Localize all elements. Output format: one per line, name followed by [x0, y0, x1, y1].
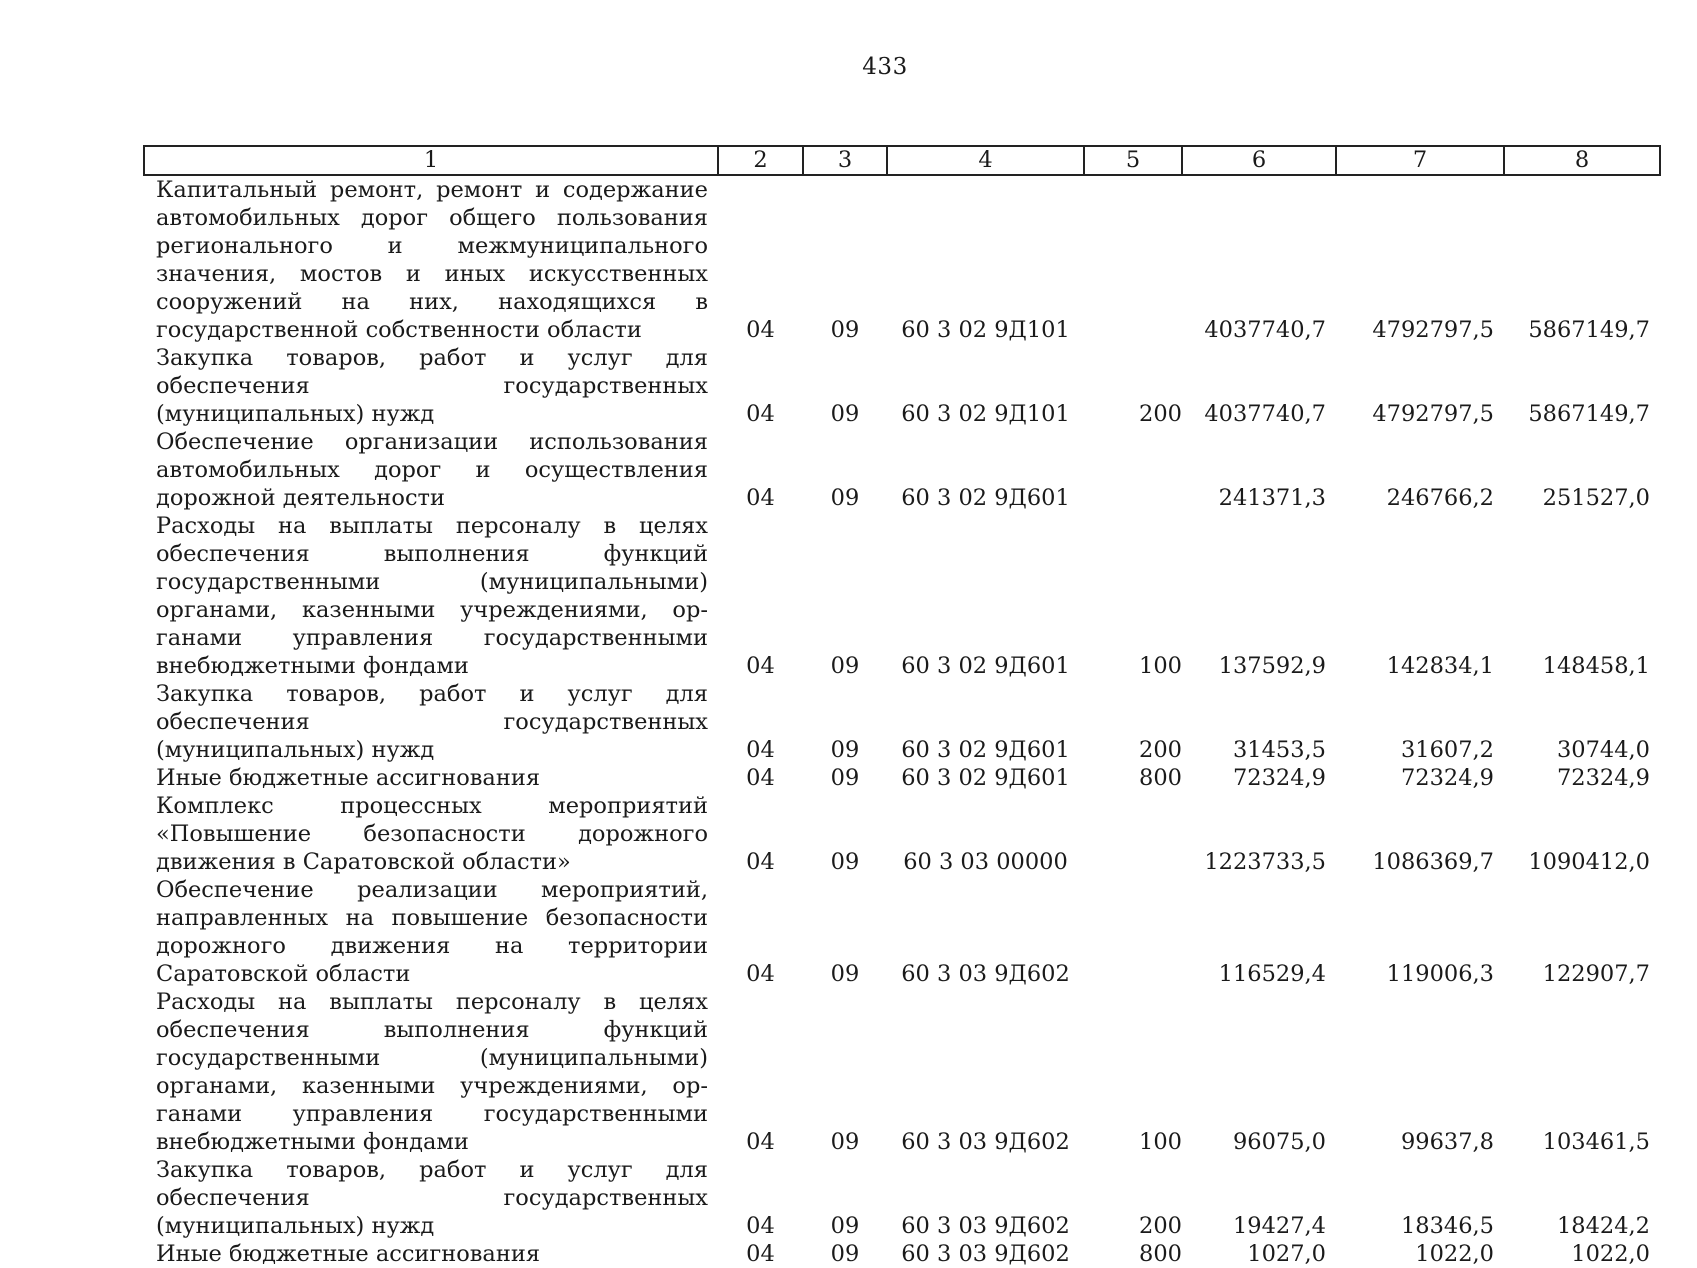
header-col-1: 1	[144, 146, 718, 175]
header-col-2: 2	[718, 146, 803, 175]
row-section: 04	[746, 961, 775, 987]
row-expense-type	[1084, 876, 1182, 988]
row-expense-type	[1084, 428, 1182, 512]
row-amount-col-6: 72324,9	[1232, 765, 1326, 791]
row-description: Капитальный ремонт, ремонт и содержание автомобильных дорог общего пользования регионального и межмуниципального значения, мостов и иных искусственных сооружений на них, находящихся в государственной собственности области	[156, 177, 708, 343]
row-section: 04	[746, 849, 775, 875]
row-amount-col-7: 142834,1	[1386, 653, 1494, 679]
row-amount-col-7: 72324,9	[1400, 765, 1494, 791]
table-row	[144, 175, 1660, 344]
row-section: 04	[746, 1213, 775, 1239]
row-subsection: 09	[830, 765, 860, 791]
row-expense-type: 200	[1139, 737, 1182, 763]
row-section: 04	[746, 401, 775, 427]
row-amount-col-8: 18424,2	[1556, 1213, 1650, 1239]
row-amount-col-8: 251527,0	[1542, 485, 1650, 511]
row-description: Обеспечение реализации мероприятий, направленных на повышение безопасности дорожного движения на территории Саратовской области	[156, 877, 708, 987]
table-row	[144, 764, 1660, 792]
row-amount-col-7: 1086369,7	[1372, 849, 1494, 875]
row-amount-col-8: 1022,0	[1571, 1241, 1650, 1267]
table-row	[144, 1240, 1660, 1268]
table-row	[144, 428, 1660, 512]
row-description: Иные бюджетные ассигнования	[156, 765, 541, 791]
row-amount-col-8: 1090412,0	[1528, 849, 1650, 875]
row-target-article: 60 3 02 9Д601	[901, 737, 1070, 763]
row-amount-col-7: 119006,3	[1386, 961, 1494, 987]
table-row	[144, 512, 1660, 680]
row-amount-col-6: 19427,4	[1232, 1213, 1326, 1239]
row-expense-type: 800	[1139, 1241, 1182, 1267]
row-description: Расходы на выплаты персоналу в целях обеспечения выполнения функций государственными (муниципальными) органами, казенными учреждениями, органами управления государственными внебюджетными фондами	[156, 989, 708, 1155]
row-expense-type: 200	[1139, 1213, 1182, 1239]
row-target-article: 60 3 03 00000	[903, 849, 1068, 875]
row-amount-col-6: 116529,4	[1218, 961, 1326, 987]
row-amount-col-6: 31453,5	[1232, 737, 1326, 763]
row-subsection: 09	[830, 653, 860, 679]
row-amount-col-6: 1027,0	[1247, 1241, 1326, 1267]
row-amount-col-6: 241371,3	[1218, 485, 1326, 511]
row-amount-col-7: 246766,2	[1386, 485, 1494, 511]
row-description: Расходы на выплаты персоналу в целях обеспечения выполнения функций государственными (муниципальными) органами, казенными учреждениями, органами управления государственными внебюджетными фондами	[156, 513, 708, 679]
header-col-4: 4	[887, 146, 1084, 175]
row-description: Закупка товаров, работ и услуг для обеспечения государственных (муниципальных) нужд	[156, 345, 708, 427]
header-col-6: 6	[1182, 146, 1336, 175]
row-amount-col-6: 96075,0	[1232, 1129, 1326, 1155]
row-expense-type: 200	[1139, 401, 1182, 427]
row-target-article: 60 3 03 9Д602	[901, 1213, 1070, 1239]
row-section: 04	[746, 653, 775, 679]
row-expense-type: 100	[1139, 1129, 1182, 1155]
row-section: 04	[746, 737, 775, 763]
row-section: 04	[746, 317, 775, 343]
page-number: 433	[862, 54, 908, 80]
row-subsection: 09	[830, 401, 860, 427]
row-amount-col-8: 72324,9	[1556, 765, 1650, 791]
table-body	[144, 175, 1660, 1268]
row-amount-col-8: 122907,7	[1542, 961, 1650, 987]
row-target-article: 60 3 02 9Д101	[901, 401, 1070, 427]
table-row	[144, 792, 1660, 876]
row-amount-col-7: 4792797,5	[1372, 317, 1494, 343]
row-amount-col-7: 1022,0	[1415, 1241, 1494, 1267]
row-expense-type	[1084, 175, 1182, 344]
header-col-5: 5	[1084, 146, 1182, 175]
table-row	[144, 1156, 1660, 1240]
row-subsection: 09	[830, 849, 860, 875]
row-description: Комплекс процессных мероприятий «Повышение безопасности дорожного движения в Саратовской области»	[156, 793, 708, 875]
row-description: Закупка товаров, работ и услуг для обеспечения государственных (муниципальных) нужд	[156, 1157, 708, 1239]
table-row	[144, 680, 1660, 764]
row-amount-col-6: 4037740,7	[1204, 401, 1326, 427]
table-row	[144, 988, 1660, 1156]
row-amount-col-6: 1223733,5	[1204, 849, 1326, 875]
row-expense-type: 800	[1139, 765, 1182, 791]
row-amount-col-8: 103461,5	[1542, 1129, 1650, 1155]
row-amount-col-8: 30744,0	[1556, 737, 1650, 763]
row-target-article: 60 3 02 9Д601	[901, 765, 1070, 791]
row-subsection: 09	[830, 1129, 860, 1155]
table-row	[144, 344, 1660, 428]
column-number-header-row	[144, 146, 1660, 175]
row-description: Закупка товаров, работ и услуг для обеспечения государственных (муниципальных) нужд	[156, 681, 708, 763]
row-subsection: 09	[830, 1241, 860, 1267]
row-subsection: 09	[830, 485, 860, 511]
row-expense-type: 100	[1139, 653, 1182, 679]
row-amount-col-8: 5867149,7	[1528, 317, 1650, 343]
table-row	[144, 876, 1660, 988]
row-expense-type	[1084, 792, 1182, 876]
row-target-article: 60 3 03 9Д602	[901, 1241, 1070, 1267]
row-amount-col-8: 5867149,7	[1528, 401, 1650, 427]
header-col-3: 3	[803, 146, 887, 175]
row-amount-col-7: 18346,5	[1400, 1213, 1494, 1239]
row-target-article: 60 3 02 9Д101	[901, 317, 1070, 343]
row-amount-col-6: 4037740,7	[1204, 317, 1326, 343]
row-target-article: 60 3 02 9Д601	[901, 653, 1070, 679]
row-subsection: 09	[830, 737, 860, 763]
row-section: 04	[746, 1241, 775, 1267]
header-col-7: 7	[1336, 146, 1504, 175]
row-subsection: 09	[830, 1213, 860, 1239]
row-amount-col-8: 148458,1	[1542, 653, 1650, 679]
budget-table	[143, 145, 1661, 1268]
row-amount-col-7: 31607,2	[1400, 737, 1494, 763]
row-target-article: 60 3 03 9Д602	[901, 1129, 1070, 1155]
row-target-article: 60 3 03 9Д602	[901, 961, 1070, 987]
row-section: 04	[746, 765, 775, 791]
row-description: Обеспечение организации использования автомобильных дорог и осуществления дорожной деятельности	[156, 429, 708, 511]
row-subsection: 09	[830, 317, 860, 343]
row-subsection: 09	[830, 961, 860, 987]
row-description: Иные бюджетные ассигнования	[156, 1241, 541, 1267]
row-target-article: 60 3 02 9Д601	[901, 485, 1070, 511]
row-amount-col-6: 137592,9	[1218, 653, 1326, 679]
header-col-8: 8	[1504, 146, 1660, 175]
row-section: 04	[746, 485, 775, 511]
row-amount-col-7: 99637,8	[1400, 1129, 1494, 1155]
row-amount-col-7: 4792797,5	[1372, 401, 1494, 427]
row-section: 04	[746, 1129, 775, 1155]
